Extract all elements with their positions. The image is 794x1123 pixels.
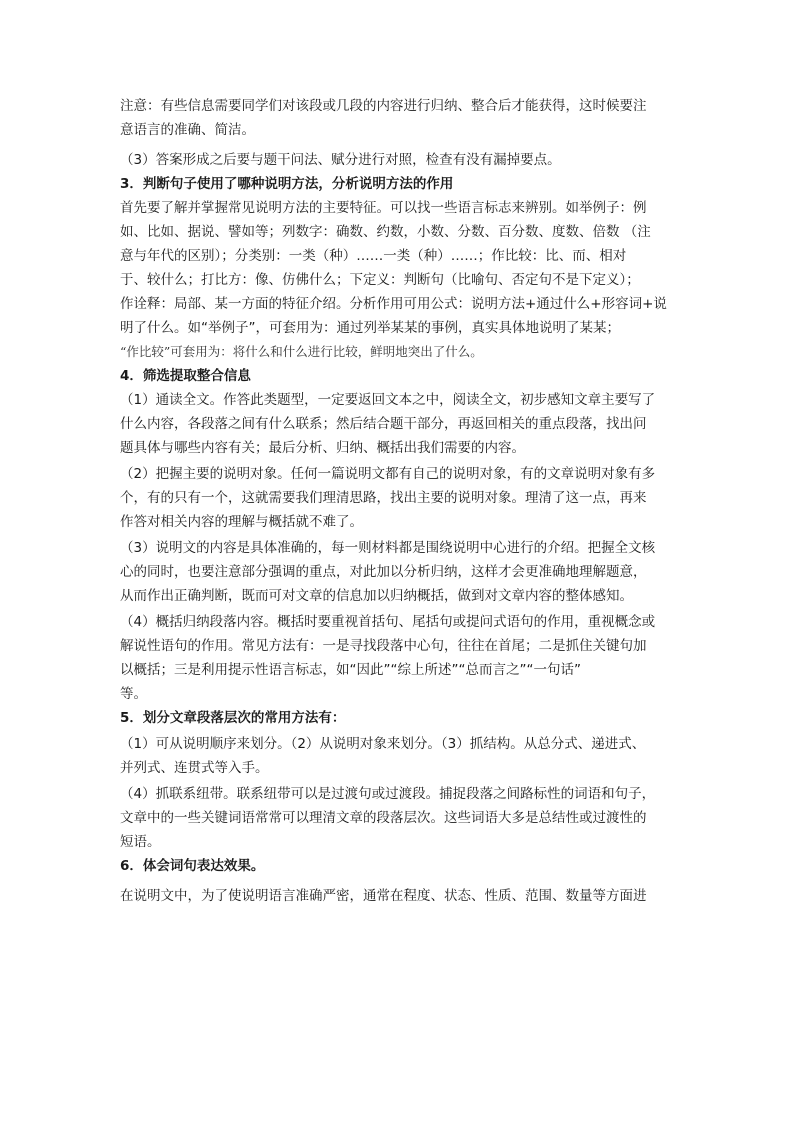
text-line: 等。 [120, 686, 147, 702]
text-line: 从而作出正确判断，既而可对文章的信息加以归纳概括，做到对文章内容的整体感知。 [120, 588, 633, 604]
text-line: （1）可从说明顺序来划分。（2）从说明对象来划分。（3）抓结构。从总分式、递进式、 [120, 736, 646, 752]
text-line: （1）通读全文。作答此类题型，一定要返回文本之中，阅读全文，初步感知文章主要写了 [120, 392, 656, 408]
text-line: （3）答案形成之后要与题干问法、赋分进行对照，检查有没有漏掉要点。 [120, 152, 561, 168]
text-line: 意语言的准确、简洁。 [120, 122, 255, 138]
section-heading-3: 3．判断句子使用了哪种说明方法，分析说明方法的作用 [120, 176, 454, 192]
text-line: （4）抓联系纽带。联系纽带可以是过渡句或过渡段。捕捉段落之间路标性的词语和句子， [120, 786, 656, 802]
text-line: 心的同时，也要注意部分强调的重点，对此加以分析归纳，这样才会更准确地理解题意， [120, 564, 647, 580]
text-line: （2）把握主要的说明对象。任何一篇说明文都有自己的说明对象，有的文章说明对象有多 [120, 466, 656, 482]
paragraph-5-4 [120, 782, 675, 854]
text-line: 在说明文中，为了使说明语言准确严密，通常在程度、状态、性质、范围、数量等方面进 [120, 888, 647, 904]
text-line: “作比较”可套用为：将什么和什么进行比较，鲜明地突出了什么。 [120, 344, 483, 359]
section-heading-5: 5．划分文章段落层次的常用方法有： [120, 710, 346, 726]
text-line: 个，有的只有一个，这就需要我们理清思路，找出主要的说明对象。理清了这一点，再来 [120, 490, 647, 506]
paragraph-5-1 [120, 732, 675, 780]
paragraph-4-4 [120, 610, 675, 706]
text-line: 解说性语句的作用。常见方法有：一是寻找段落中心句，往往在首尾；二是抓住关键句加 [120, 638, 647, 654]
text-line: 意与年代的区别）；分类别：一类（种）……一类（种）……；作比较：比、而、相对 [120, 248, 627, 264]
text-line: 文章中的一些关键词语常常可以理清文章的段落层次。这些词语大多是总结性或过渡性的 [120, 810, 647, 826]
text-line: 什么内容，各段落之间有什么联系；然后结合题干部分，再返回相关的重点段落，找出问 [120, 416, 647, 432]
paragraph-4-3 [120, 536, 675, 608]
text-line: 如、比如、据说、譬如等；列数字：确数、约数，小数、分数、百分数、度数、倍数 （注 [120, 224, 651, 240]
paragraph-4-2 [120, 462, 675, 534]
note-paragraph [120, 94, 675, 142]
methods-paragraph [120, 196, 675, 364]
text-line: 短语。 [120, 834, 161, 850]
section-heading-6: 6．体会词句表达效果。 [120, 858, 265, 874]
paragraph-6 [120, 884, 675, 908]
text-line: 明了什么。如“举例子”，可套用为：通过列举某某的事例，真实具体地说明了某某； [120, 320, 620, 336]
document-page [120, 94, 675, 908]
text-line: （4）概括归纳段落内容。概括时要重视首括句、尾括句或提问式语句的作用，重视概念或 [120, 614, 656, 630]
text-line: 并列式、连贯式等入手。 [120, 760, 269, 776]
text-line: 于、较什么；打比方：像、仿佛什么；下定义：判断句（比喻句、否定句不是下定义）； [120, 272, 640, 288]
text-line: 题具体与哪些内容有关；最后分析、归纳、概括出我们需要的内容。 [120, 440, 525, 456]
text-line: 作答对相关内容的理解与概括就不难了。 [120, 514, 363, 530]
text-line: 作诠释：局部、某一方面的特征介绍。分析作用可用公式：说明方法+通过什么+形容词+说 [120, 296, 667, 312]
text-line: 首先要了解并掌握常见说明方法的主要特征。可以找一些语言标志来辨别。如举例子：例 [120, 200, 647, 216]
text-line: 以概括；三是利用提示性语言标志，如“因此”“综上所述”“总而言之”“一句话” [120, 662, 581, 678]
answer-check-paragraph [120, 148, 675, 172]
text-line: （3）说明文的内容是具体准确的，每一则材料都是围绕说明中心进行的介绍。把握全文核 [120, 540, 656, 556]
section-heading-4: 4．筛选提取整合信息 [120, 368, 251, 384]
paragraph-4-1 [120, 388, 675, 460]
text-line: 注意：有些信息需要同学们对该段或几段的内容进行归纳、整合后才能获得，这时候要注 [120, 98, 647, 114]
